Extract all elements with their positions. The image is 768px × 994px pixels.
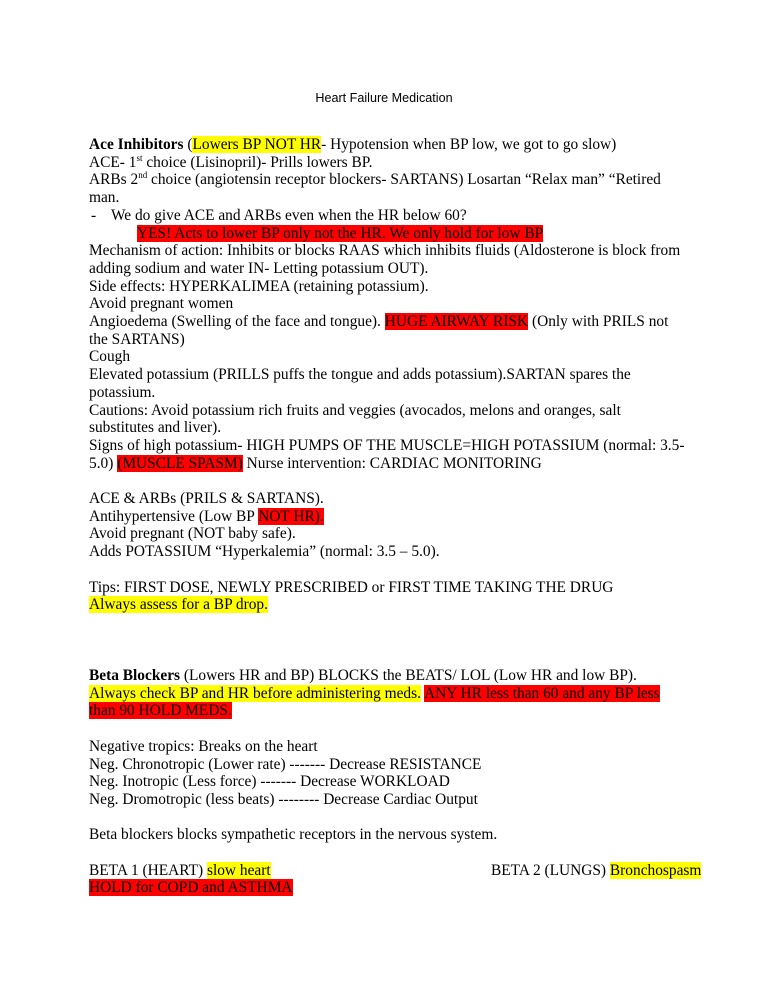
beta1-text (89, 862, 271, 879)
summary-line-2 (89, 508, 689, 526)
beta-receptors-row (89, 861, 702, 880)
beta2-label: BETA 2 (LUNGS) (491, 861, 610, 879)
angioedema-note: (Only with PRILS not the SARTANS) (89, 313, 669, 348)
beta1-label: BETA 1 (HEART) (89, 861, 207, 879)
neg-dromotropic: Neg. Dromotropic (less beats) -------- Decrease Cardiac Output (89, 790, 478, 808)
document-body (89, 136, 702, 897)
summary-line-2-text: Antihypertensive (Low BP (89, 507, 259, 525)
arb-second-choice-a: ARBs 2 (89, 171, 139, 189)
mechanism-text: Mechanism of action: Inhibits or blocks RAAS which inhibits fluids (Aldosterone is block from adding sodium and water IN- Letting potassium OUT). (89, 242, 681, 277)
nurse-intervention-text: Nurse intervention: CARDIAC MONITORING (242, 454, 542, 472)
summary-line-1: ACE & ARBs (PRILS & SARTANS). (89, 490, 324, 508)
signs-text: Signs of high potassium- HIGH PUMPS OF THE MUSCLE=HIGH POTASSIUM (normal: 3.5-5.0) (89, 436, 685, 472)
question-bullet (89, 207, 689, 225)
summary-line-4: Adds POTASSIUM “Hyperkalemia” (normal: 3.5 – 5.0). (89, 543, 440, 561)
ace-heading: Ace Inhibitors (89, 136, 184, 153)
ace-heading-highlight: Lowers BP NOT HR (192, 136, 322, 153)
answer-highlight: YES! Acts to lower BP only not the HR. We only hold for low BP (137, 224, 544, 242)
angioedema-text: Angioedema (Swelling of the face and tongue). (89, 313, 385, 331)
ace-heading-rest: - Hypotension when BP low, we got to go slow) (321, 136, 617, 153)
negative-tropics-title: Negative tropics: Breaks on the heart (89, 737, 318, 755)
neg-chronotropic: Neg. Chronotropic (Lower rate) ------- Decrease RESISTANCE (89, 755, 482, 773)
ace-first-choice-sup: st (136, 152, 143, 163)
hold-meds-highlight: ANY HR less than 60 and any BP less than 90 HOLD MEDS. (89, 684, 660, 720)
beta2-text (491, 862, 701, 880)
bp-drop-highlight: Always assess for a BP drop. (89, 596, 268, 614)
slow-heart-highlight: slow heart (206, 861, 271, 879)
tips-line: Tips: FIRST DOSE, NEWLY PRESCRIBED or FIRST TIME TAKING THE DRUG (89, 578, 614, 596)
bronchospasm-highlight: Bronchospasm (609, 861, 702, 879)
elevated-potassium-text: Elevated potassium (PRILLS puffs the tongue and adds potassium).SARTAN spares the potassium. (89, 366, 631, 401)
ace-first-choice (89, 154, 689, 172)
not-hr-highlight: NOT HR). (258, 507, 324, 525)
beta-blocks-text: Beta blockers blocks sympathetic receptors in the nervous system. (89, 826, 498, 844)
beta-check-line (89, 685, 689, 720)
beta-heading-rest: (Lowers HR and BP) BLOCKS the BEATS/ LOL (Low HR and low BP). (180, 667, 637, 685)
dash-bullet: - (91, 206, 97, 224)
hold-copd-line (89, 879, 689, 897)
check-bp-hr-highlight: Always check BP and HR before administering meds. (89, 684, 421, 702)
signs-line (89, 437, 689, 472)
arb-second-choice-b: choice (angiotensin receptor blockers- SARTANS) Losartan “Relax man” “Retired man. (89, 171, 661, 207)
angioedema-line (89, 313, 689, 348)
page-title: Heart Failure Medication (315, 91, 453, 105)
ace-heading-line (89, 136, 689, 154)
beta-heading: Beta Blockers (89, 667, 181, 685)
airway-risk-highlight: HUGE AIRWAY RISK (384, 313, 529, 331)
cautions-text: Cautions: Avoid potassium rich fruits and veggies (avocados, melons and oranges, salt substitutes and liver). (89, 401, 621, 437)
beta-heading-line (89, 667, 689, 685)
question-text: We do give ACE and ARBs even when the HR below 60? (111, 206, 467, 224)
avoid-pregnant-text: Avoid pregnant women (89, 295, 234, 313)
answer-line (89, 225, 689, 243)
ace-open-paren: ( (183, 136, 193, 153)
ace-first-choice-a: ACE- 1 (89, 153, 137, 171)
tips-highlight-line (89, 596, 689, 614)
cough-text: Cough (89, 348, 131, 366)
summary-line-3: Avoid pregnant (NOT baby safe). (89, 525, 296, 543)
arb-second-choice-sup: nd (138, 170, 148, 181)
ace-first-choice-b: choice (Lisinopril)- Prills lowers BP. (142, 153, 373, 171)
side-effects-text: Side effects: HYPERKALIMEA (retaining potassium). (89, 277, 429, 295)
arb-second-choice (89, 171, 689, 206)
hold-copd-highlight: HOLD for COPD and ASTHMA (89, 879, 293, 897)
muscle-spasm-highlight: (MUSCLE SPASM) (117, 454, 243, 472)
neg-inotropic: Neg. Inotropic (Less force) ------- Decrease WORKLOAD (89, 773, 450, 791)
